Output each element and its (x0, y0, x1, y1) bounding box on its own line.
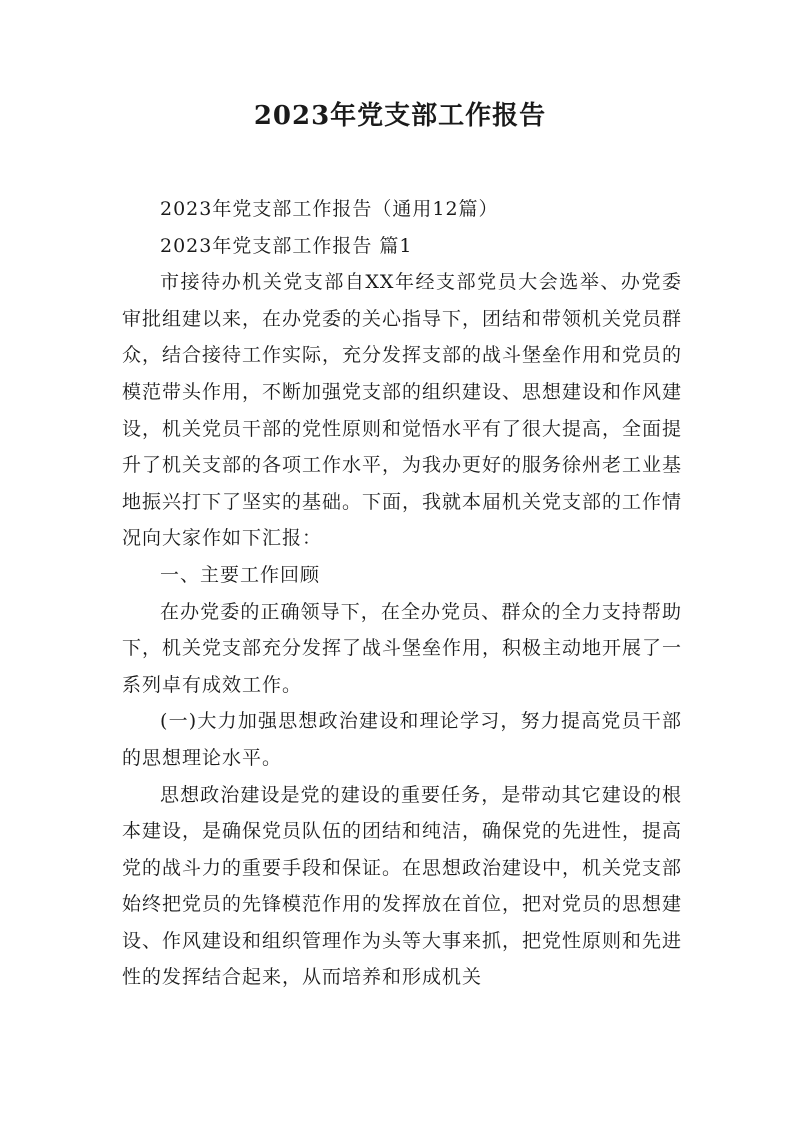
document-body (122, 191, 682, 996)
body-paragraph: 思想政治建设是党的建设的重要任务，是带动其它建设的根本建设，是确保党员队伍的团结和纯洁，确保党的先进性，提高党的战斗力的重要手段和保证。在思想政治建设中，机关党支部始终把党员的先锋模范作用的发挥放在首位，把对党员的思想建设、作风建设和组织管理作为头等大事来抓，把党性原则和先进性的发挥结合起来，从而培养和形成机关 (122, 783, 683, 989)
section-title-line: 2023年党支部工作报告 篇1 (160, 234, 413, 257)
subsection-heading: (一)大力加强思想政治建设和理论学习，努力提高党员干部的思想理论水平。 (122, 710, 682, 769)
document-title: 2023年党支部工作报告 (253, 101, 547, 131)
body-paragraph: 市接待办机关党支部自XX年经支部党员大会选举、办党委审批组建以来，在办党委的关心指导下，团结和带领机关党员群众，结合接待工作实际，充分发挥支部的战斗堡垒作用和党员的模范带头作用，不断加强党支部的组织建设、思想建设和作风建设，机关党员干部的党性原则和觉悟水平有了很大提高，全面提升了机关支部的各项工作水平，为我办更好的服务徐州老工业基地振兴打下了坚实的基础。下面，我就本届机关党支部的工作情况向大家作如下汇报： (122, 271, 683, 550)
subtitle-line: 2023年党支部工作报告（通用12篇） (160, 198, 499, 220)
section-heading: 一、主要工作回顾 (160, 563, 321, 586)
body-paragraph: 在办党委的正确领导下，在全办党员、群众的全力支持帮助下，机关党支部充分发挥了战斗堡垒作用，积极主动地开展了一系列卓有成效工作。 (122, 600, 683, 696)
